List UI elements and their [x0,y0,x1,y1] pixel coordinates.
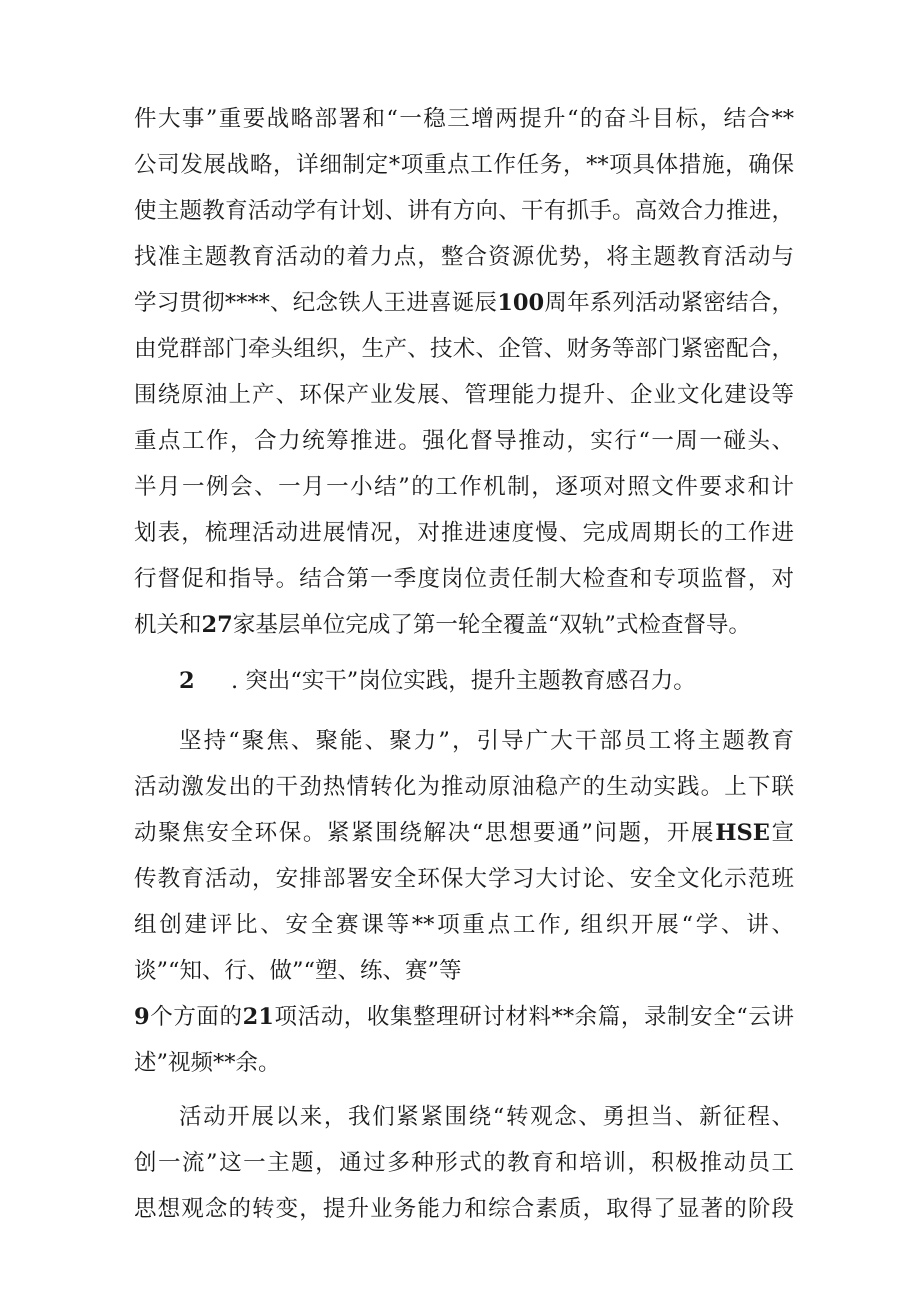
paragraph-line: 活动激发出的干劲热情转化为推动原油稳产的生动实践。上下联 [134,774,794,800]
paragraph-line: 思想观念的转变，提升业务能力和综合素质，取得了显著的阶段 [134,1196,794,1222]
section-heading-2 [134,658,794,704]
paragraph-line: 由党群部门牵头组织，生产、技术、企管、财务等部门紧密配合， [134,336,794,362]
paragraph-line: 找准主题教育活动的着力点，整合资源优势，将主题教育活动与 [134,244,794,270]
paragraph-line: 划表，梳理活动进展情况，对推进速度慢、完成周期长的工作进 [134,520,794,546]
paragraph-line: 述”视频**余。 [134,1050,281,1076]
document-body [134,96,794,1232]
heading-text: . 突出“实干”岗位实践，提升主题教育感召力。 [231,668,696,694]
paragraph-line: 坚持“聚焦、聚能、聚力”，引导广大干部员工将主题教育 [179,728,794,754]
paragraph-line: 谈”“知、行、做”“塑、练、赛”等 [134,958,462,984]
paragraph-line: 传教育活动，安排部署安全环保大学习大讨论、安全文化示范班 [134,866,794,892]
paragraph-line: 重点工作，合力统筹推进。强化督导推动，实行“一周一碰头、 [134,428,794,454]
paragraph-line: 创一流”这一主题，通过多种形式的教育和培训，积极推动员工 [134,1150,794,1176]
paragraph-line: 行督促和指导。结合第一季度岗位责任制大检查和专项监督，对 [134,566,794,592]
paragraph-line: 活动开展以来，我们紧紧围绕“转观念、勇担当、新征程、 [179,1104,794,1130]
paragraph-line: 围绕原油上产、环保产业发展、管理能力提升、企业文化建设等 [134,382,794,408]
paragraph-line: 半月一例会、一月一小结”的工作机制，逐项对照文件要求和计 [134,474,794,500]
paragraph-line: 9个方面的21项活动，收集整理研讨材料**余篇，录制安全“云讲 [134,1004,794,1030]
paragraph-line: 学习贯彻****、纪念铁人王进喜诞辰100周年系列活动紧密结合， [134,290,794,316]
paragraph-1 [134,96,794,648]
paragraph-3 [134,1094,794,1232]
paragraph-2 [134,718,794,1086]
paragraph-line: 件大事”重要战略部署和“一稳三增两提升“的奋斗目标，结合** [134,106,794,132]
heading-number: 2 [179,668,195,694]
paragraph-line: 组创建评比、安全赛课等**项重点工作, 组织开展“学、讲、 [134,912,794,938]
paragraph-line: 机关和27家基层单位完成了第一轮全覆盖“双轨”式检查督导。 [134,612,751,638]
paragraph-line: 使主题教育活动学有计划、讲有方向、干有抓手。高效合力推进， [134,198,794,224]
paragraph-line: 动聚焦安全环保。紧紧围绕解决“思想要通”问题，开展HSE宣 [134,820,794,846]
paragraph-line: 公司发展战略，详细制定*项重点工作任务，**项具体措施，确保 [134,152,794,178]
